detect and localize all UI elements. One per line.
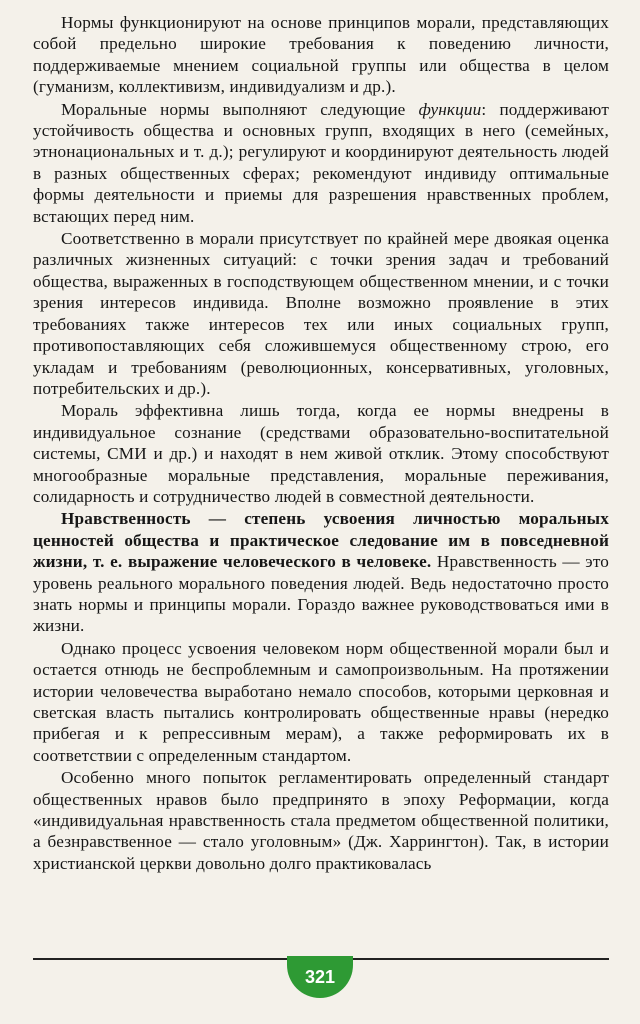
paragraph (33, 508, 609, 636)
page-body (33, 12, 609, 875)
paragraph-text: : поддерживают устойчивость общества и основных групп, входящих в него (семейных, этнонациональных и т. д.); регулируют и координируют деятельность людей в разных общественных сферах; рекомендуют индивиду оптимальные формы деятельности и приемы для разрешения нравственных проблем, встающих перед ним. (33, 99, 609, 226)
page-number: 321 (304, 966, 336, 987)
paragraph (33, 99, 609, 227)
paragraph-text: Моральные нормы выполняют следующие (61, 99, 419, 119)
paragraph (33, 638, 609, 766)
paragraph (33, 400, 609, 507)
paragraph-text: Однако процесс усвоения человеком норм общественной морали был и остается отнюдь не беспроблемным и самопроизвольным. На протяжении истории человечества выработано немало способов, которыми церковная и светская власть пытались контролировать общественные нравы (нередко прибегая и к репрессивным мерам), а также реформировать их в соответствии с определенным стандартом. (33, 638, 609, 765)
paragraph-text: Нравственность — это уровень реального морального поведения людей. Ведь недостаточно просто знать нормы и принципы морали. Гораздо важнее руководствоваться ими в жизни. (33, 552, 609, 636)
paragraph (33, 228, 609, 399)
paragraph (33, 767, 609, 874)
paragraph-text: Мораль эффективна лишь тогда, когда ее нормы внедрены в индивидуальное сознание (средствами образовательно-воспитательной системы, СМИ и др.) и находят в нем живой отклик. Этому способствуют многообразные моральные представления, моральные переживания, солидарность и сотрудничество людей в совместной деятельности. (33, 401, 609, 506)
paragraph-italic-text: функции (418, 99, 482, 119)
page-number-badge (287, 956, 353, 998)
paragraph-text: Особенно много попыток регламентировать определенный стандарт общественных нравов было предпринято в эпоху Реформации, когда «индивидуальная нравственность стала предметом общественной политики, а безнравственное — стало уголовным» (Дж. Харрингтон). Так, в истории христианской церкви довольно долго практиковалась (33, 768, 609, 873)
paragraph-bold-text: Нравственность — степень усвоения личностью моральных ценностей общества и практическое следование им в повседневной жизни, т. е. выражение человеческого в человеке. (33, 509, 609, 572)
paragraph-text: Нормы функционируют на основе принципов морали, представляющих собой предельно широкие требования к поведению личности, поддерживаемые мнением социальной группы или общества в целом (гуманизм, коллективизм, индивидуализм и др.). (33, 13, 609, 97)
paragraph-text: Соответственно в морали присутствует по крайней мере двоякая оценка различных жизненных ситуаций: с точки зрения задач и требований общества, выраженных в господствующем общественном мнении, и с точки зрения интересов индивида. Вполне возможно проявление в этих требованиях также интересов тех или иных социальных групп, противопоставляющих себя сложившемуся общественному строю, его укладам и требованиям (революционных, консервативных, уголовных, потребительских и др.). (33, 229, 609, 398)
paragraph (33, 12, 609, 98)
